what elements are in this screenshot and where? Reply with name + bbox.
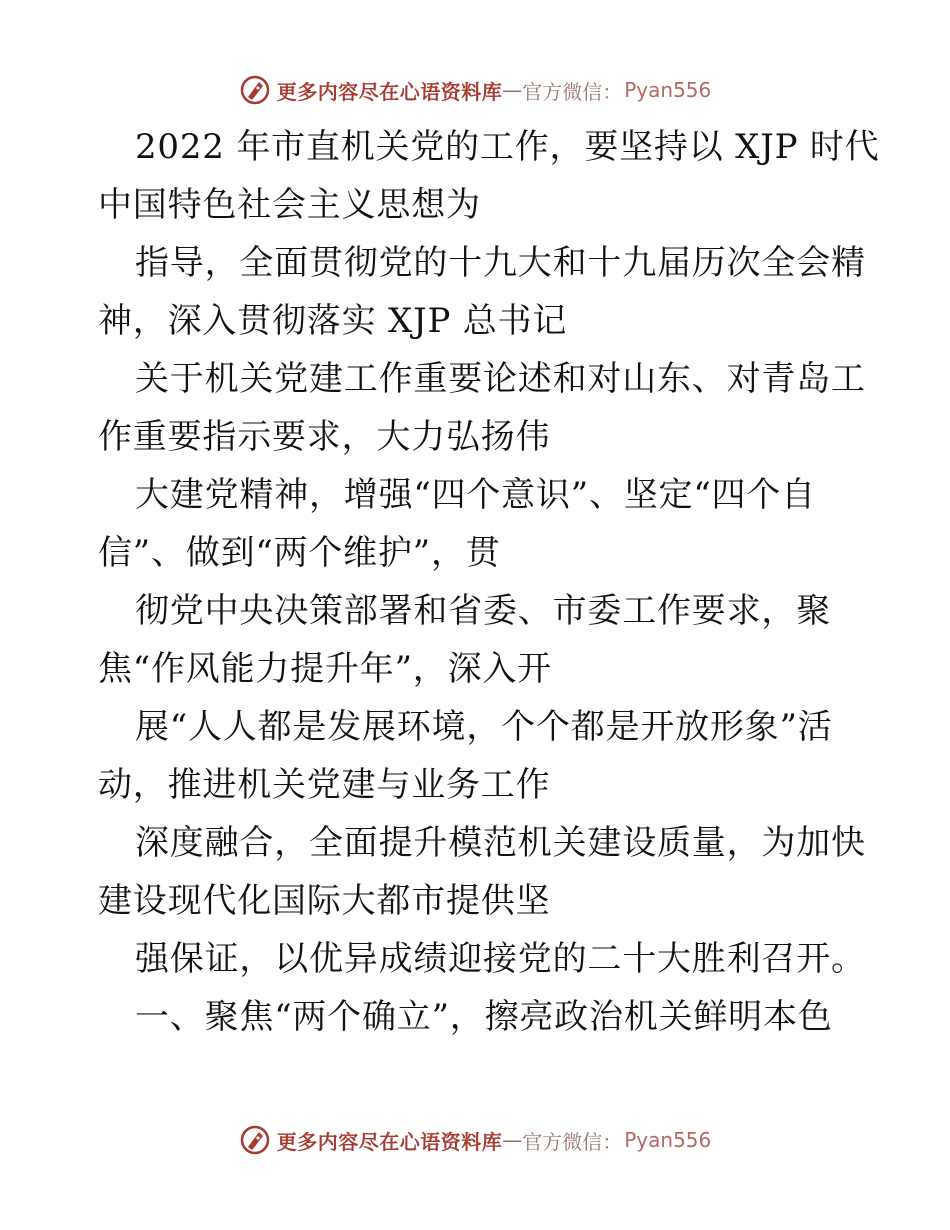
banner-main-text: 更多内容尽在心语资料库	[276, 1129, 503, 1154]
document-body	[98, 118, 880, 1046]
banner-wechat-id: Pyan556	[624, 78, 712, 102]
body-line: 建设现代化国际大都市提供坚	[98, 881, 551, 921]
body-line: 焦“作风能力提升年”，深入开	[98, 649, 552, 689]
body-line: 深度融合，全面提升模范机关建设质量，为加快	[135, 823, 866, 863]
banner-wechat-label: 官方微信：	[522, 79, 623, 104]
body-line: 展“人人都是发展环境，个个都是开放形象”活	[135, 707, 833, 747]
banner-dash: —	[502, 78, 523, 102]
pen-nib-logo-icon	[239, 74, 271, 106]
body-line: 中国特色社会主义思想为	[98, 185, 481, 225]
body-line: 动，推进机关党建与业务工作	[98, 765, 551, 805]
banner-wechat-id: Pyan556	[624, 1128, 712, 1152]
body-line: 作重要指示要求，大力弘扬伟	[98, 417, 551, 457]
body-line: 信”、做到“两个维护”，贯	[98, 533, 501, 573]
body-line: 神，深入贯彻落实 XJP 总书记	[98, 301, 568, 341]
body-line: 2022 年市直机关党的工作，要坚持以 XJP 时代	[135, 127, 880, 167]
body-line: 指导，全面贯彻党的十九大和十九届历次全会精	[135, 243, 866, 283]
body-line: 彻党中央决策部署和省委、市委工作要求，聚	[135, 591, 831, 631]
body-line: 关于机关党建工作重要论述和对山东、对青岛工	[135, 359, 866, 399]
banner-wechat-label: 官方微信：	[522, 1129, 623, 1154]
footer-watermark-banner	[0, 1120, 950, 1160]
section-heading: 一、聚焦“两个确立”，擦亮政治机关鲜明本色	[135, 997, 833, 1037]
pen-nib-logo-icon	[239, 1124, 271, 1156]
banner-main-text: 更多内容尽在心语资料库	[276, 79, 503, 104]
banner-dash: —	[502, 1128, 523, 1152]
body-line: 强保证，以优异成绩迎接党的二十大胜利召开。	[135, 939, 866, 979]
body-line: 大建党精神，增强“四个意识”、坚定“四个自	[135, 475, 816, 515]
header-watermark-banner	[0, 70, 950, 110]
